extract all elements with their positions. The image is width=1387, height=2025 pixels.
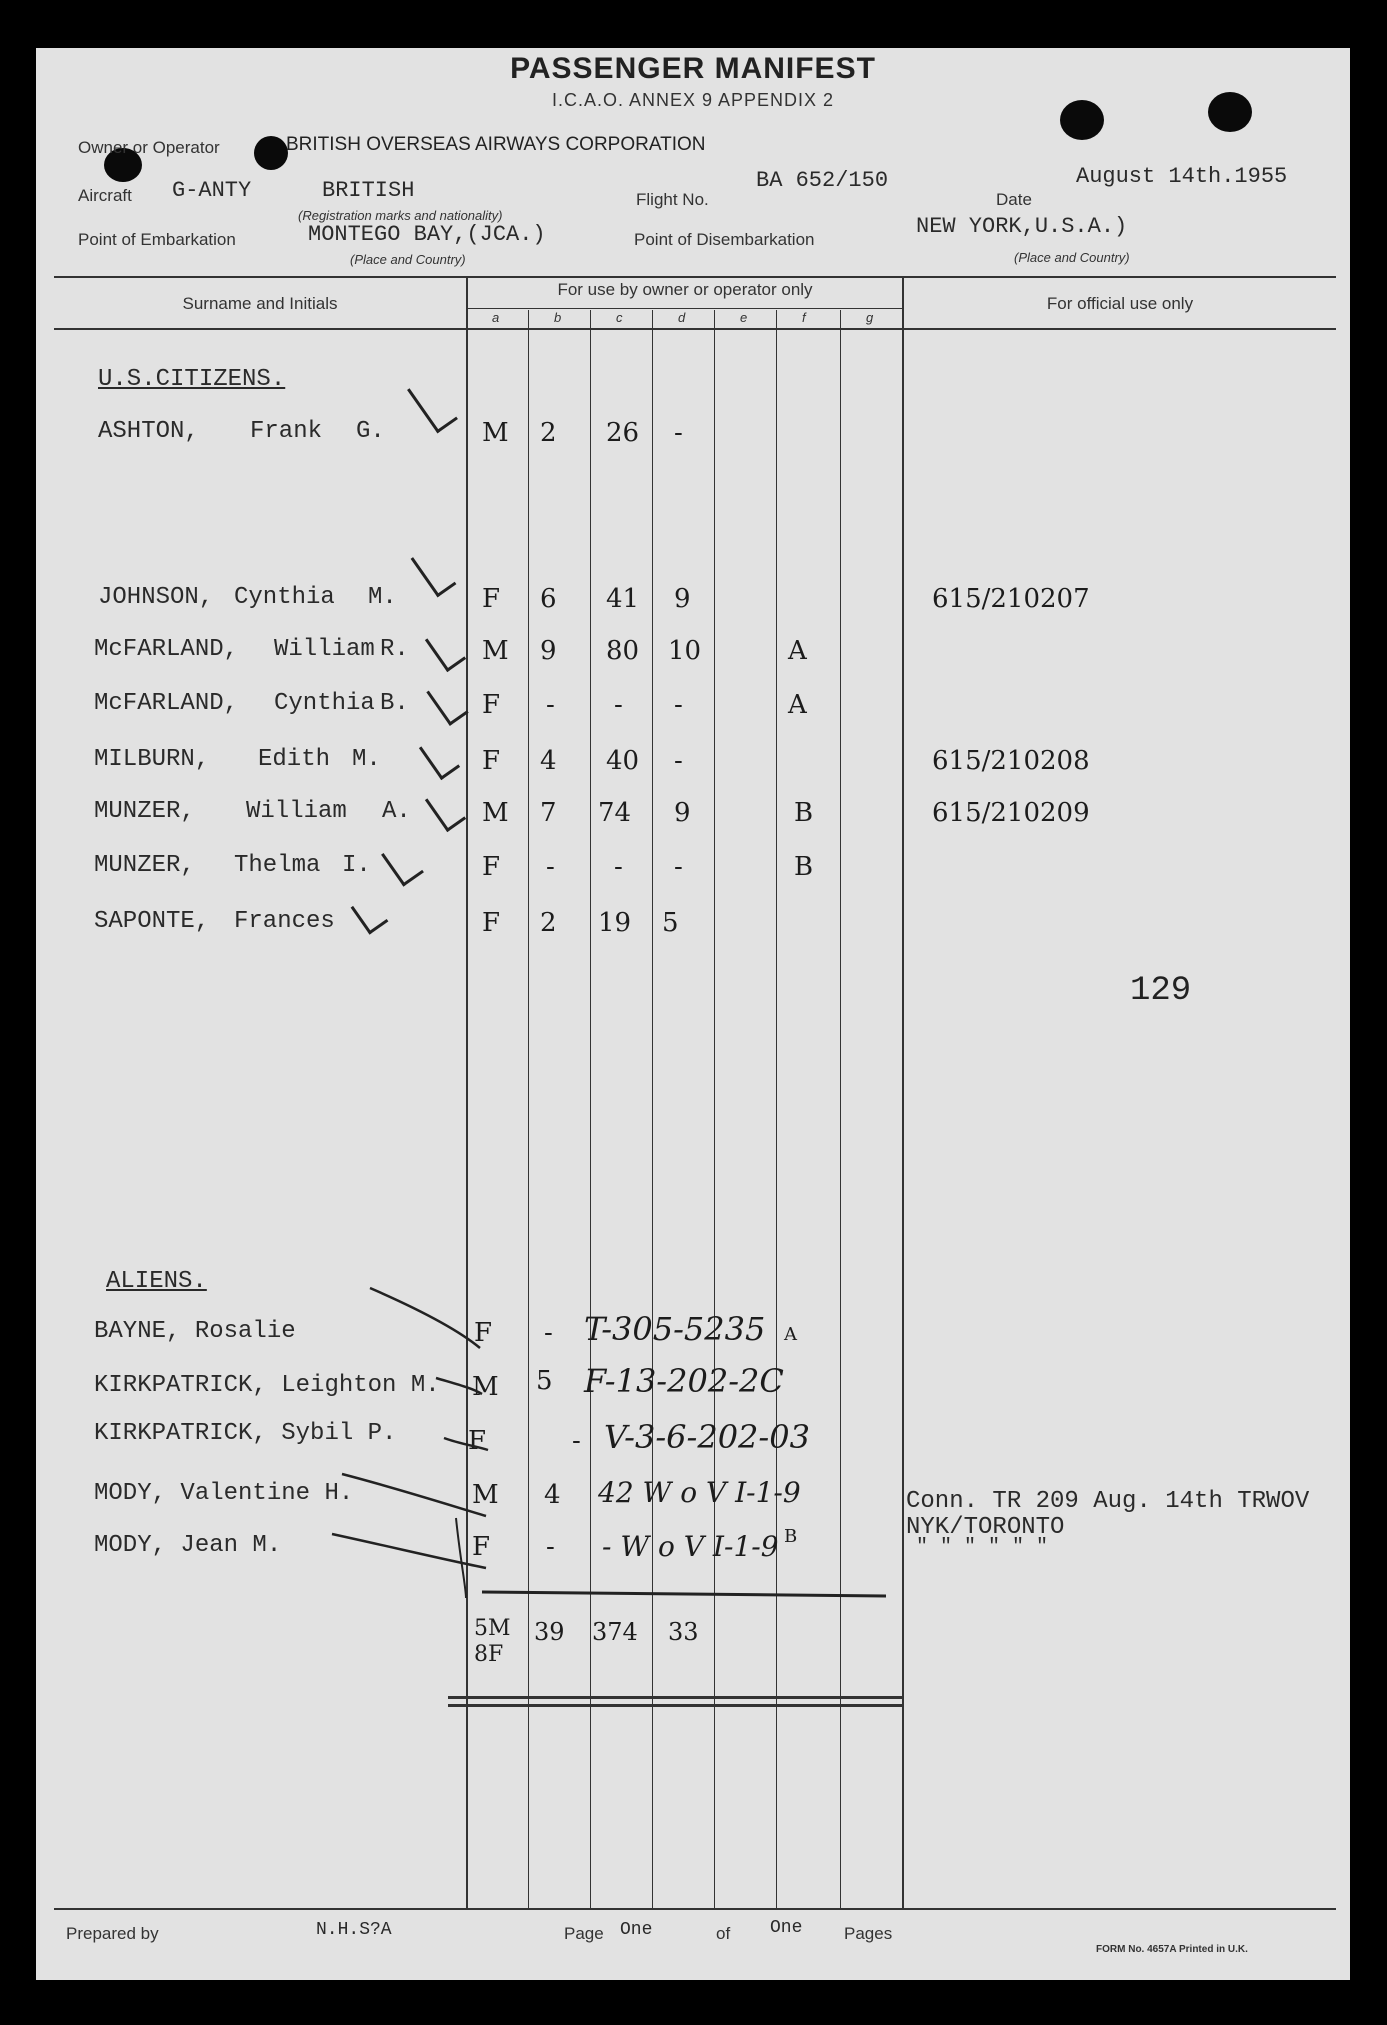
cell-b: 5: [536, 1366, 553, 1396]
cell-b: 4: [544, 1480, 561, 1510]
cell-d: 5: [662, 908, 679, 938]
cell-b: 9: [540, 636, 557, 666]
cell-f: B: [794, 798, 814, 828]
given-name: Frances: [234, 908, 335, 935]
cell-c: 26: [606, 418, 640, 448]
cell-f: A: [788, 690, 807, 720]
flight-label: Flight No.: [636, 190, 709, 209]
col-name-header: Surname and Initials: [182, 294, 338, 313]
total-d: 33: [668, 1618, 699, 1646]
pen-stroke: [436, 1378, 482, 1394]
pen-stroke: [482, 1592, 886, 1596]
cell-a: F: [482, 746, 501, 776]
cell-a: M: [472, 1372, 499, 1402]
subcol-g: g: [866, 310, 874, 325]
given-name: Cynthia: [274, 690, 375, 717]
double-rule-top: [448, 1696, 904, 1699]
pen-stroke: [342, 1474, 486, 1516]
pen-strokes: [36, 48, 1350, 1648]
surname: MUNZER,: [94, 852, 195, 879]
manifest-sheet: [36, 48, 1350, 1980]
subcol-e: e: [740, 310, 748, 325]
cell-b: -: [546, 852, 555, 882]
cell-c: 19: [598, 908, 632, 938]
surname: JOHNSON,: [98, 584, 214, 611]
alien-name: MODY, Jean M.: [94, 1532, 282, 1559]
cell-b: 2: [540, 418, 557, 448]
cell-d: 9: [674, 798, 691, 828]
date-value: August 14th.1955: [1076, 164, 1288, 189]
total-b: 39: [534, 1618, 565, 1646]
alien-name: KIRKPATRICK, Sybil P.: [94, 1420, 397, 1447]
alien-name: BAYNE, Rosalie: [94, 1318, 296, 1345]
cell-b: 6: [540, 584, 557, 614]
cell-c: 41: [606, 584, 640, 614]
initial: G.: [356, 418, 385, 445]
embark-value: MONTEGO BAY,(JCA.): [308, 222, 546, 247]
initial: A.: [382, 798, 411, 825]
page-number-stamp: 129: [1130, 972, 1192, 1010]
cell-a: F: [482, 908, 501, 938]
cell-c: -: [614, 690, 623, 720]
cell-b: -: [572, 1426, 581, 1456]
cell-d: -: [674, 690, 683, 720]
aircraft-label: Aircraft: [78, 186, 132, 205]
surname: McFARLAND,: [94, 636, 239, 663]
cell-b: 2: [540, 908, 557, 938]
initial: B.: [380, 690, 409, 717]
cell-handwritten: F-13-202-2C: [584, 1362, 784, 1400]
cell-d: -: [674, 746, 683, 776]
col-official-header: For official use only: [1046, 294, 1194, 313]
subcol-f: f: [802, 310, 806, 325]
surname: SAPONTE,: [94, 908, 210, 935]
cell-a: F: [472, 1532, 491, 1562]
embark-label: Point of Embarkation: [78, 230, 236, 249]
cell-f: A: [788, 636, 807, 666]
cell-c: -: [614, 852, 623, 882]
subcol-b: b: [554, 310, 562, 325]
disembark-note: (Place and Country): [1014, 250, 1130, 265]
surname: McFARLAND,: [94, 690, 239, 717]
given-name: William: [246, 798, 347, 825]
owner-value: BRITISH OVERSEAS AIRWAYS CORPORATION: [286, 134, 706, 155]
of-value: One: [770, 1918, 803, 1938]
given-name: Frank: [250, 418, 323, 445]
cell-a: M: [482, 418, 509, 448]
cell-handwritten: 42 W o V I-1-9: [598, 1476, 801, 1509]
page-value: One: [620, 1920, 653, 1940]
pen-stroke: [444, 1438, 488, 1450]
cell-a: M: [482, 798, 509, 828]
cell-d: 9: [674, 584, 691, 614]
col-owner-header: For use by owner or operator only: [557, 280, 813, 299]
cell-official: 615/210207: [932, 584, 1090, 614]
cell-c: 80: [606, 636, 640, 666]
given-name: Edith: [258, 746, 331, 773]
cell-official: 615/210209: [932, 798, 1090, 828]
given-name: William: [274, 636, 375, 663]
section-us-citizens: U.S.CITIZENS.: [98, 366, 286, 393]
cell-b: -: [544, 1318, 553, 1348]
connection-note-ditto: " " " " " ": [916, 1536, 1049, 1559]
double-rule-bottom: [448, 1704, 904, 1707]
connection-note-line2: NYK/TORONTO: [906, 1514, 1065, 1541]
surname: MUNZER,: [94, 798, 195, 825]
given-name: Cynthia: [234, 584, 335, 611]
total-male: 5M: [474, 1616, 511, 1641]
date-label: Date: [996, 190, 1032, 209]
initial: M.: [368, 584, 397, 611]
initial: M.: [352, 746, 381, 773]
cell-a: F: [482, 852, 501, 882]
surname: ASHTON,: [98, 418, 199, 445]
cell-b: 7: [540, 798, 557, 828]
of-label: of: [716, 1924, 731, 1943]
owner-label: Owner or Operator: [78, 138, 220, 157]
cell-b: 4: [540, 746, 557, 776]
form-subtitle: I.C.A.O. ANNEX 9 APPENDIX 2: [551, 90, 835, 110]
pen-stroke: [456, 1518, 466, 1598]
subcol-d: d: [678, 310, 686, 325]
cell-f: B: [784, 1526, 798, 1547]
cell-a: F: [482, 584, 501, 614]
cell-a: M: [472, 1480, 499, 1510]
surname: MILBURN,: [94, 746, 210, 773]
total-female: 8F: [474, 1642, 504, 1667]
cell-handwritten: V-3-6-202-03: [604, 1418, 810, 1456]
cell-official: 615/210208: [932, 746, 1090, 776]
cell-c: 40: [606, 746, 640, 776]
initial: R.: [380, 636, 409, 663]
cell-d: -: [674, 852, 683, 882]
cell-d: -: [674, 418, 683, 448]
form-number: FORM No. 4657A Printed in U.K.: [1096, 1944, 1248, 1955]
pen-stroke: [332, 1534, 486, 1568]
cell-handwritten: T-305-5235: [584, 1310, 766, 1348]
initial: I.: [342, 852, 371, 879]
prepared-by-value: N.H.S?A: [316, 1920, 392, 1940]
embark-note: (Place and Country): [350, 252, 466, 267]
cell-a: F: [482, 690, 501, 720]
prepared-by-label: Prepared by: [66, 1924, 159, 1943]
cell-f: B: [794, 852, 814, 882]
aircraft-note: (Registration marks and nationality): [298, 208, 503, 223]
form-title: PASSENGER MANIFEST: [510, 52, 876, 85]
given-name: Thelma: [234, 852, 321, 879]
table-bottom-rule: [54, 1908, 1336, 1910]
cell-f: A: [784, 1324, 797, 1345]
cell-b: -: [546, 1532, 555, 1562]
cell-a: F: [474, 1318, 493, 1348]
subcol-c: c: [616, 310, 623, 325]
cell-a: F: [468, 1426, 487, 1456]
pages-label: Pages: [844, 1924, 893, 1943]
cell-d: 10: [668, 636, 702, 666]
disembark-label: Point of Disembarkation: [634, 230, 815, 249]
flight-value: BA 652/150: [756, 168, 889, 193]
alien-name: MODY, Valentine H.: [94, 1480, 354, 1507]
total-c: 374: [592, 1618, 638, 1646]
cell-c: 74: [598, 798, 632, 828]
section-aliens: ALIENS.: [106, 1268, 207, 1295]
connection-note-line1: Conn. TR 209 Aug. 14th TRWOV: [906, 1488, 1310, 1515]
cell-b: -: [546, 690, 555, 720]
aircraft-nationality: BRITISH: [322, 178, 415, 203]
subcol-a: a: [492, 310, 500, 325]
aircraft-reg: G-ANTY: [172, 178, 252, 203]
pen-stroke: [370, 1288, 480, 1348]
alien-name: KIRKPATRICK, Leighton M.: [94, 1372, 440, 1399]
disembark-value: NEW YORK,U.S.A.): [916, 214, 1128, 239]
page-label: Page: [564, 1924, 604, 1943]
cell-handwritten: - W o V I-1-9: [602, 1530, 779, 1563]
cell-a: M: [482, 636, 509, 666]
